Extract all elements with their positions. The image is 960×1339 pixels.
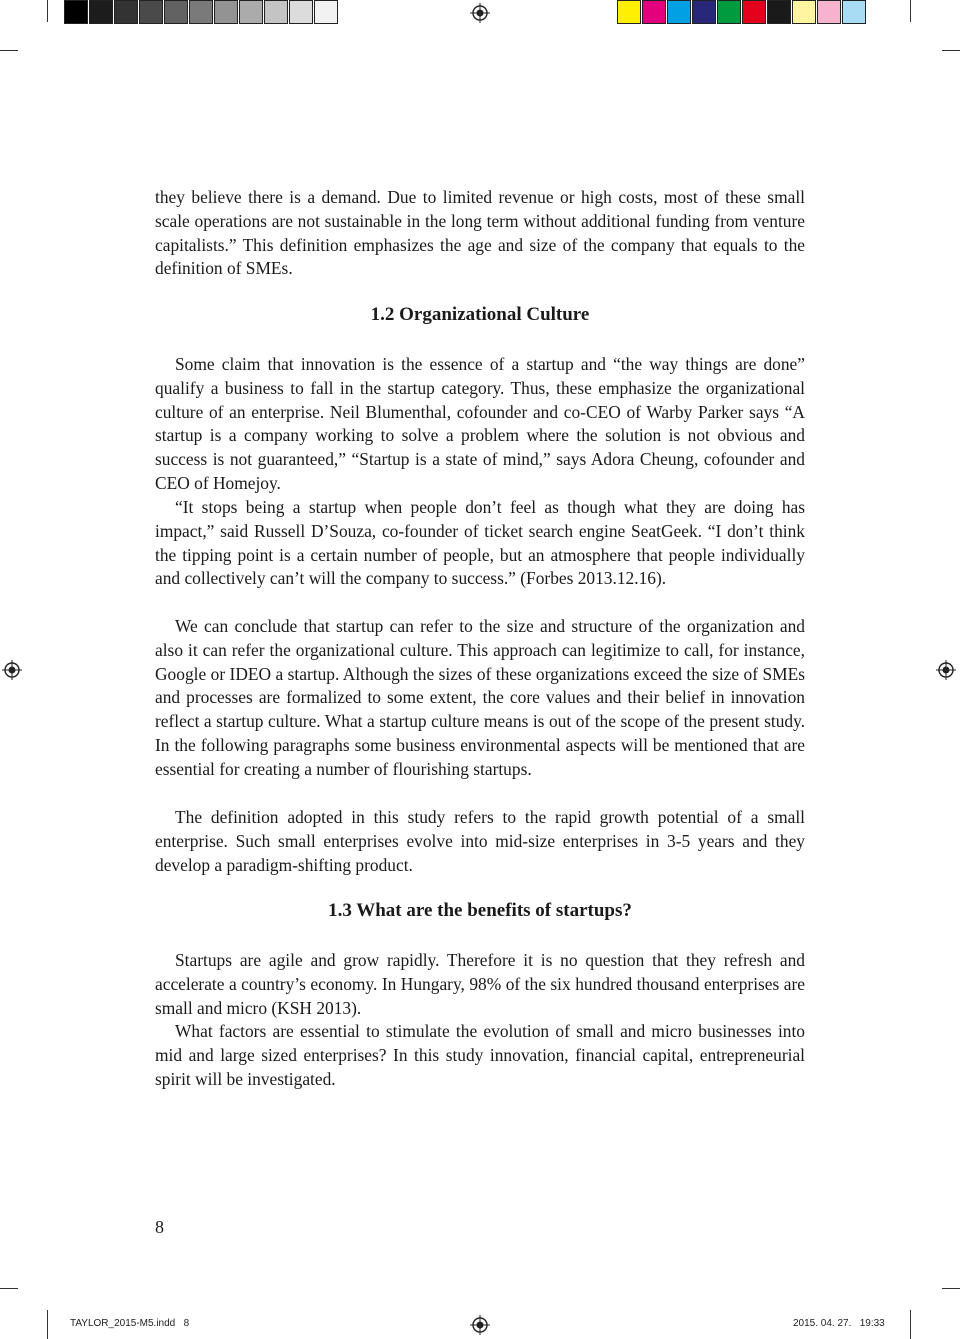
color-swatch — [214, 0, 238, 24]
color-swatch — [264, 0, 288, 24]
body-paragraph: Startups are agile and grow rapidly. Therefore it is no question that they refresh and accelerate a country’s economy. In Hungary, 98% of the six hundred thousand enterprises are small and micro (KSH 2013). — [155, 950, 805, 1018]
crop-mark — [942, 50, 960, 51]
color-swatch — [817, 0, 841, 24]
color-swatch — [139, 0, 163, 24]
crop-mark — [910, 1310, 911, 1339]
color-swatch — [114, 0, 138, 24]
body-paragraph: they believe there is a demand. Due to limited revenue or high costs, most of these small scale operations are not sustainable in the long term without additional funding from venture capitalists.” This definition emphasizes the age and size of the company that equals to the definition of SMEs. — [155, 187, 805, 279]
color-swatch — [792, 0, 816, 24]
slug-filename: TAYLOR_2015-M5.indd 8 — [70, 1318, 190, 1329]
color-swatch — [89, 0, 113, 24]
color-swatch — [289, 0, 313, 24]
crop-mark — [0, 50, 18, 51]
section-heading-1-2: 1.2 Organizational Culture — [370, 304, 590, 325]
registration-mark-icon — [470, 3, 490, 23]
crop-mark — [47, 1310, 48, 1339]
color-swatch — [767, 0, 791, 24]
color-swatch — [164, 0, 188, 24]
grayscale-color-bar — [64, 0, 339, 26]
crop-mark — [910, 0, 911, 22]
color-swatch — [717, 0, 741, 24]
color-swatch — [742, 0, 766, 24]
color-swatch — [64, 0, 88, 24]
color-swatch — [642, 0, 666, 24]
cmyk-color-bar — [617, 0, 867, 26]
body-paragraph: We can conclude that startup can refer to the size and structure of the organization and also it can refer the organizational culture. This approach can legitimize to call, for instance, Google or IDEO a startup. Although the sizes of these organizations exceed the size of SMEs and processes are formalized to some extent, the core values and their belief in innovation reflect a startup culture. What a startup culture means is out of the scope of the present study. In the following paragraphs some business environmental aspects will be mentioned that are essential for creating a number of flourishing startups. — [155, 616, 805, 779]
color-swatch — [314, 0, 338, 24]
color-swatch — [189, 0, 213, 24]
crop-mark — [0, 1288, 18, 1289]
body-paragraph: What factors are essential to stimulate the evolution of small and micro businesses into mid and large sized enterprises? In this study innovation, financial capital, entrepreneurial spirit will be investigated. — [155, 1021, 805, 1089]
body-paragraph: Some claim that innovation is the essence of a startup and “the way things are done” qualify a business to fall in the startup category. Thus, these emphasize the organizational culture of an enterprise. Neil Blumenthal, cofounder and co-CEO of Warby Parker says “A startup is a company working to solve a problem where the solution is not obvious and success is not guaranteed,” “Startup is a state of mind,” says Adora Cheung, cofounder and CEO of Homejoy. — [155, 354, 805, 493]
registration-mark-icon — [470, 1315, 490, 1335]
crop-mark — [942, 1288, 960, 1289]
registration-mark-icon — [936, 660, 956, 680]
color-swatch — [617, 0, 641, 24]
color-swatch — [842, 0, 866, 24]
body-paragraph: The definition adopted in this study refers to the rapid growth potential of a small enterprise. Such small enterprises evolve into mid-size enterprises in 3-5 years and they develop a paradigm-shifting product. — [155, 807, 805, 875]
body-paragraph: “It stops being a startup when people don’t feel as though what they are doing has impact,” said Russell D’Souza, co-founder of ticket search engine SeatGeek. “I don’t think the tipping point is a certain number of people, but an atmosphere that people individually and collectively can’t will the company to success.” (Forbes 2013.12.16). — [155, 497, 805, 589]
crop-mark — [47, 0, 48, 22]
color-swatch — [239, 0, 263, 24]
slug-date: 2015. 04. 27. 19:33 — [793, 1318, 885, 1329]
section-heading-1-3: 1.3 What are the benefits of startups? — [328, 900, 632, 921]
page-number: 8 — [155, 1217, 164, 1237]
registration-mark-icon — [2, 660, 22, 680]
color-swatch — [667, 0, 691, 24]
color-swatch — [692, 0, 716, 24]
